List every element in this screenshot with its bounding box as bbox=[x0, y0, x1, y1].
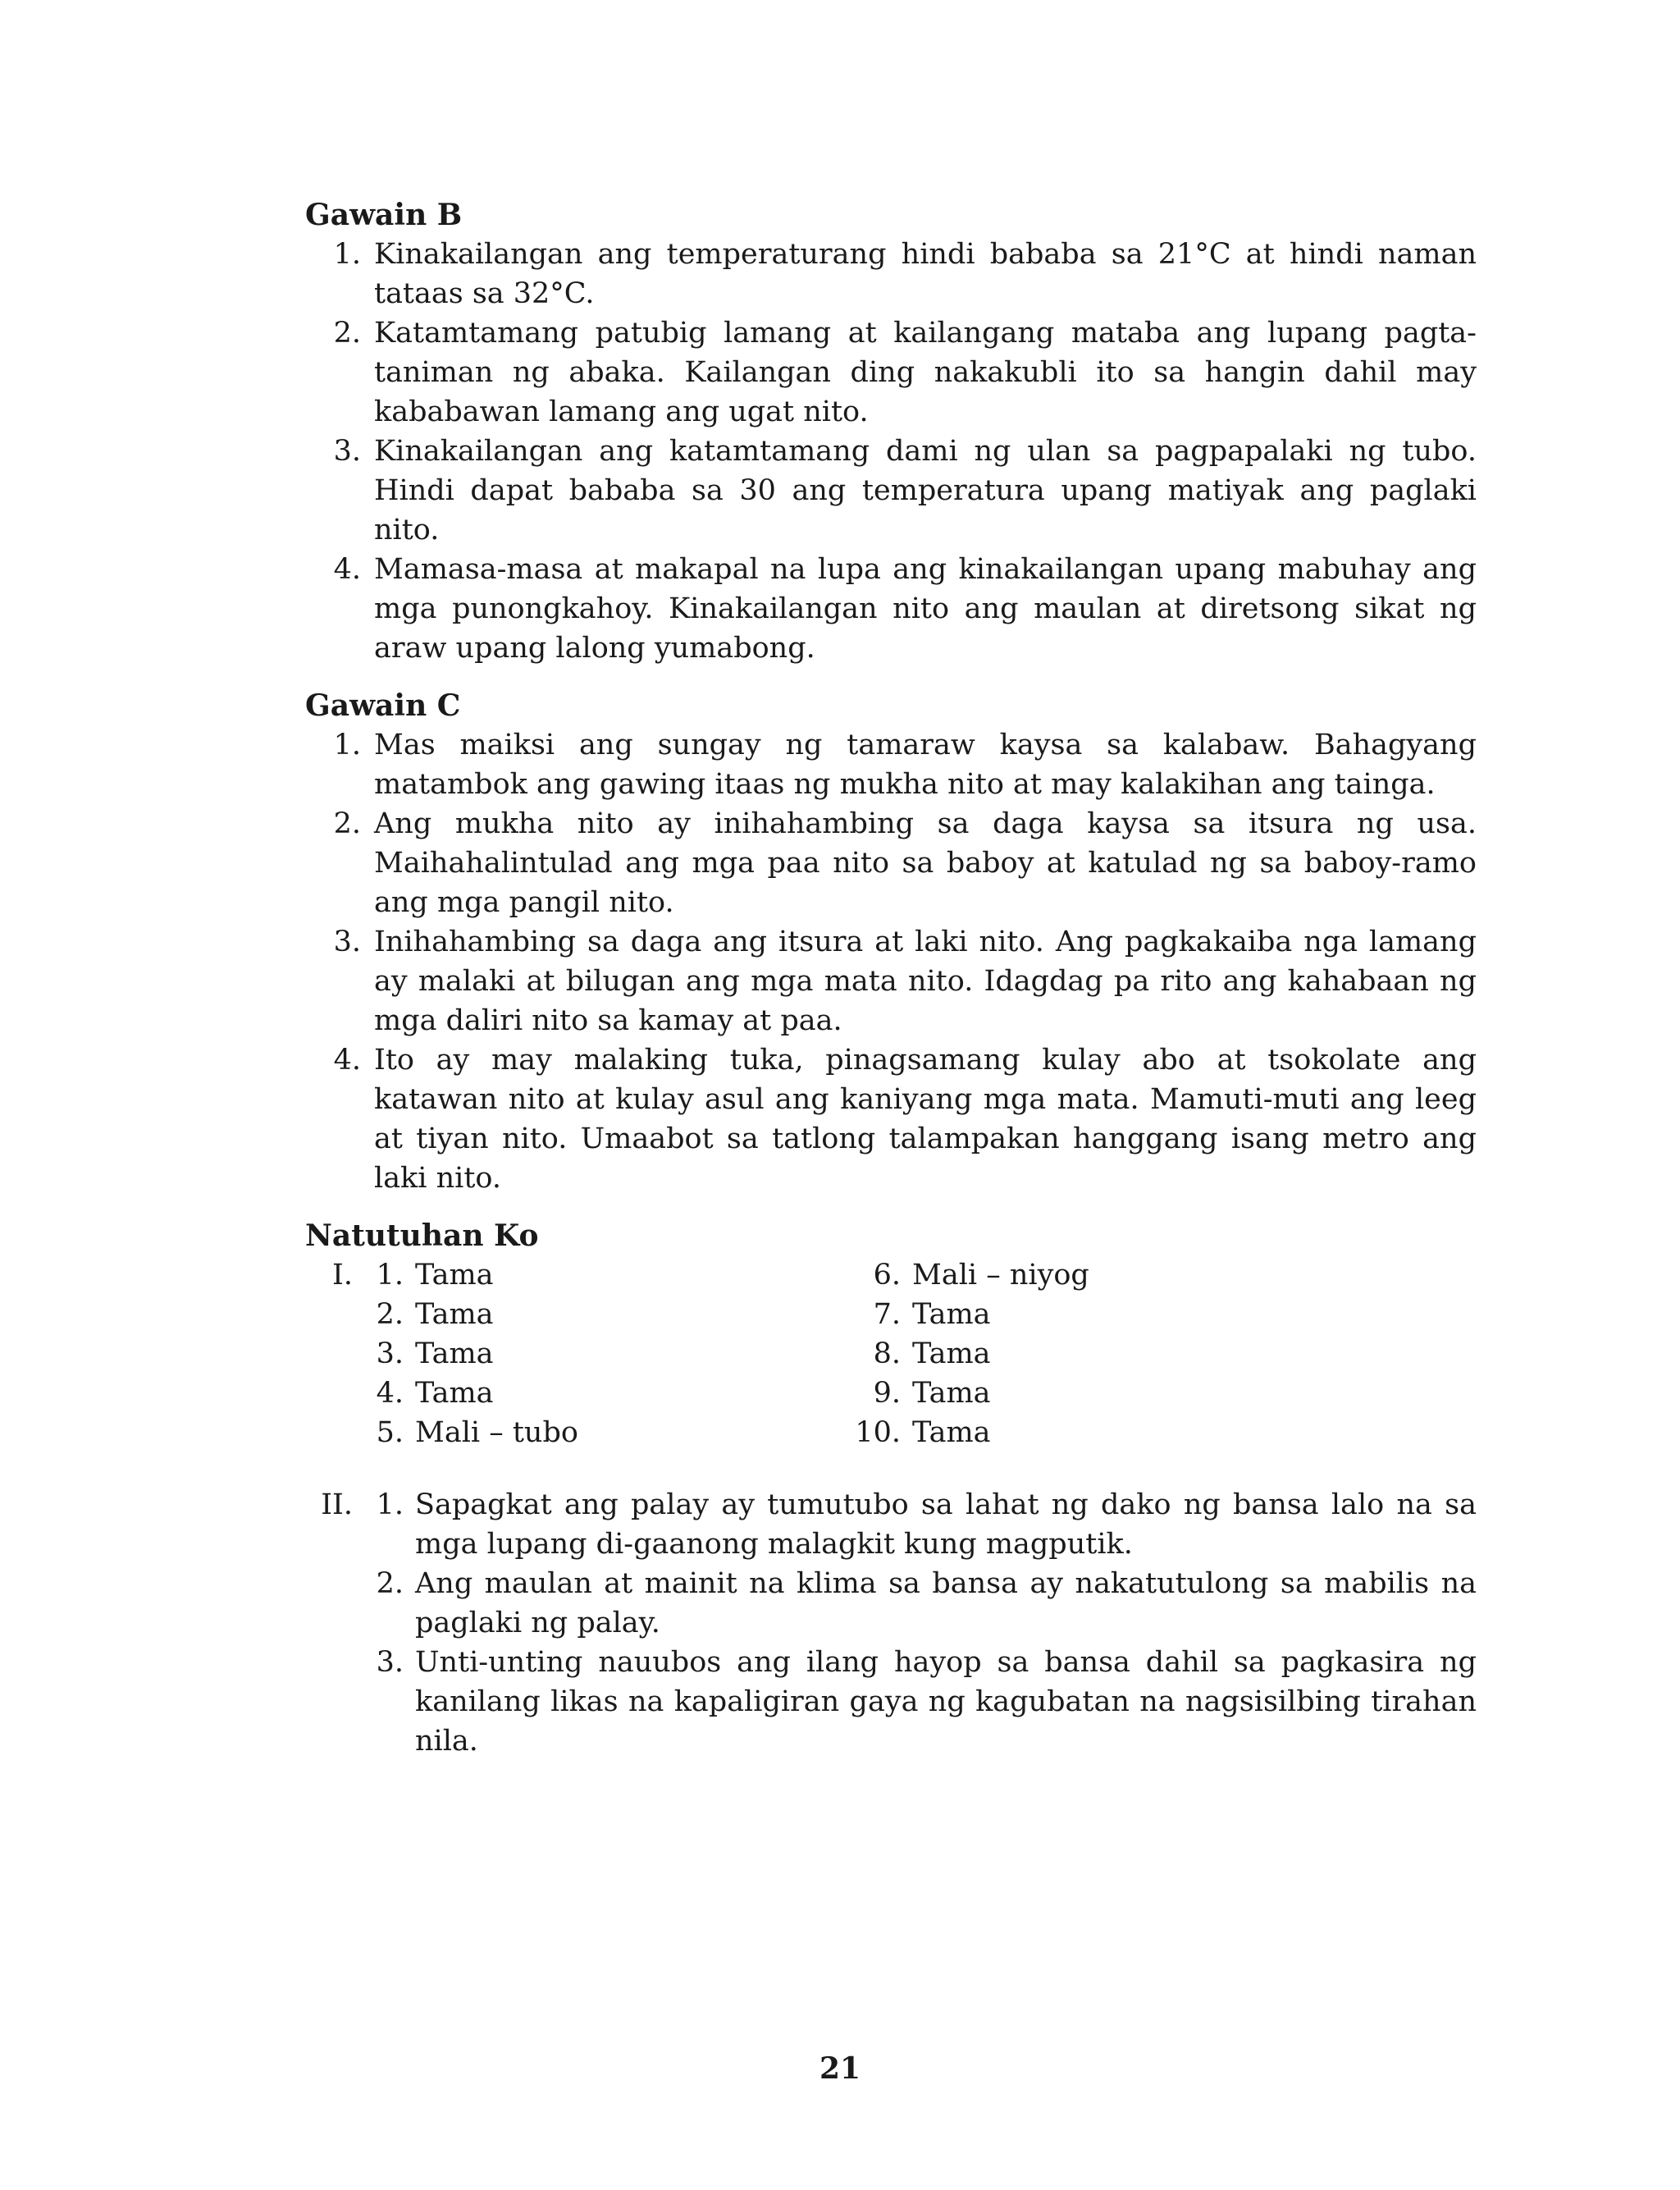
item-number: 1. bbox=[333, 238, 361, 271]
answer-number: 6. bbox=[873, 1259, 901, 1292]
answer-row bbox=[843, 1374, 1089, 1413]
answer-number: 10. bbox=[855, 1416, 901, 1449]
list-item bbox=[305, 550, 1477, 668]
list-item bbox=[353, 1564, 1477, 1643]
item-number: 2. bbox=[333, 317, 361, 350]
natutuhan-ko-heading: Natutuhan Ko bbox=[305, 1218, 539, 1253]
answer-row bbox=[353, 1295, 843, 1334]
answer-text: Tama bbox=[415, 1298, 494, 1331]
answer-row bbox=[353, 1334, 843, 1374]
item-text: Ito ay may malaking tuka, pinagsamang kulay abo at tsokolate ang katawan nito at kulay asul ang kaniyang mga mata. Mamuti-muti ang leeg at tiyan nito. Umaabot sa tatlong talampakan hanggang isang metro ang laki nito. bbox=[374, 1044, 1477, 1195]
list-item bbox=[305, 313, 1477, 432]
answer-text: Tama bbox=[912, 1416, 991, 1449]
answer-text: Mali – niyog bbox=[912, 1259, 1089, 1292]
item-number: 2. bbox=[333, 807, 361, 840]
item-text: Inihahambing sa daga ang itsura at laki nito. Ang pagkakaiba nga lamang ay malaki at bilugan ang mga mata nito. Idagdag pa rito ang kahabaan ng mga daliri nito sa kamay at paa. bbox=[374, 926, 1477, 1037]
part-i-label: I. bbox=[332, 1259, 353, 1292]
page-number: 21 bbox=[819, 2051, 861, 2086]
gawain-b-list bbox=[305, 235, 1477, 668]
answer-text: Tama bbox=[415, 1259, 494, 1292]
answer-text: Mali – tubo bbox=[415, 1416, 578, 1449]
answer-row bbox=[353, 1413, 843, 1452]
answer-number: 8. bbox=[873, 1337, 901, 1370]
list-item bbox=[305, 804, 1477, 922]
list-item bbox=[305, 1040, 1477, 1198]
item-text: Katamtamang patubig lamang at kailangang mataba ang lupang pagta-taniman ng abaka. Kailangan ding nakakubli ito sa hangin dahil may kababawan lamang ang ugat nito. bbox=[374, 317, 1477, 428]
item-text: Ang maulan at mainit na klima sa bansa ay nakatutulong sa mabilis na paglaki ng palay. bbox=[415, 1567, 1477, 1639]
item-number: 4. bbox=[333, 1044, 361, 1077]
answer-row bbox=[843, 1334, 1089, 1374]
answer-text: Tama bbox=[415, 1337, 494, 1370]
item-text: Kinakailangan ang katamtamang dami ng ulan sa pagpapalaki ng tubo. Hindi dapat bababa sa 30 ang temperatura upang matiyak ang paglaki nito. bbox=[374, 435, 1477, 546]
list-item bbox=[305, 235, 1477, 313]
item-number: 2. bbox=[376, 1567, 404, 1600]
part-ii-list bbox=[353, 1485, 1477, 1761]
gawain-c-heading: Gawain C bbox=[305, 688, 461, 723]
answer-text: Tama bbox=[912, 1298, 991, 1331]
page-content bbox=[305, 195, 1477, 1761]
list-item bbox=[353, 1485, 1477, 1564]
answer-number: 9. bbox=[873, 1377, 901, 1410]
item-number: 4. bbox=[333, 553, 361, 586]
item-text: Unti-unting nauubos ang ilang hayop sa bansa dahil sa pagkasira ng kanilang likas na kapaligiran gaya ng kagubatan na nagsisilbing tirahan nila. bbox=[415, 1646, 1477, 1758]
list-item bbox=[353, 1643, 1477, 1761]
answer-row bbox=[843, 1255, 1089, 1295]
gawain-b-heading: Gawain B bbox=[305, 198, 463, 232]
item-number: 3. bbox=[376, 1646, 404, 1679]
answer-text: Tama bbox=[912, 1337, 991, 1370]
part-i-answers bbox=[305, 1255, 1477, 1452]
part-ii-answers bbox=[305, 1485, 1477, 1761]
answer-row bbox=[843, 1413, 1089, 1452]
gawain-c-list bbox=[305, 725, 1477, 1198]
answer-number: 1. bbox=[376, 1259, 404, 1292]
list-item bbox=[305, 432, 1477, 550]
answer-number: 3. bbox=[376, 1337, 404, 1370]
answer-row bbox=[353, 1374, 843, 1413]
item-number: 1. bbox=[376, 1488, 404, 1521]
item-text: Ang mukha nito ay inihahambing sa daga kaysa sa itsura ng usa. Maihahalintulad ang mga paa nito sa baboy at katulad ng sa baboy-ramo ang mga pangil nito. bbox=[374, 807, 1477, 919]
part-i-left-column bbox=[353, 1255, 843, 1452]
part-ii-label: II. bbox=[321, 1488, 353, 1521]
item-number: 3. bbox=[333, 435, 361, 468]
answer-text: Tama bbox=[415, 1377, 494, 1410]
item-number: 3. bbox=[333, 926, 361, 958]
item-text: Sapagkat ang palay ay tumutubo sa lahat ng dako ng bansa lalo na sa mga lupang di-gaanong malagkit kung magputik. bbox=[415, 1488, 1477, 1561]
answer-number: 7. bbox=[873, 1298, 901, 1331]
answer-number: 4. bbox=[376, 1377, 404, 1410]
answer-row bbox=[353, 1255, 843, 1295]
answer-number: 2. bbox=[376, 1298, 404, 1331]
list-item bbox=[305, 922, 1477, 1040]
answer-text: Tama bbox=[912, 1377, 991, 1410]
item-text: Mas maiksi ang sungay ng tamaraw kaysa sa kalabaw. Bahagyang matambok ang gawing itaas ng mukha nito at may kalakihan ang tainga. bbox=[374, 729, 1477, 801]
part-i-right-column bbox=[843, 1255, 1089, 1452]
answer-row bbox=[843, 1295, 1089, 1334]
item-text: Mamasa-masa at makapal na lupa ang kinakailangan upang mabuhay ang mga punongkahoy. Kinakailangan nito ang maulan at diretsong sikat ng araw upang lalong yumabong. bbox=[374, 553, 1477, 665]
item-number: 1. bbox=[333, 729, 361, 761]
item-text: Kinakailangan ang temperaturang hindi bababa sa 21°C at hindi naman tataas sa 32°C. bbox=[374, 238, 1477, 310]
answer-number: 5. bbox=[376, 1416, 404, 1449]
list-item bbox=[305, 725, 1477, 804]
